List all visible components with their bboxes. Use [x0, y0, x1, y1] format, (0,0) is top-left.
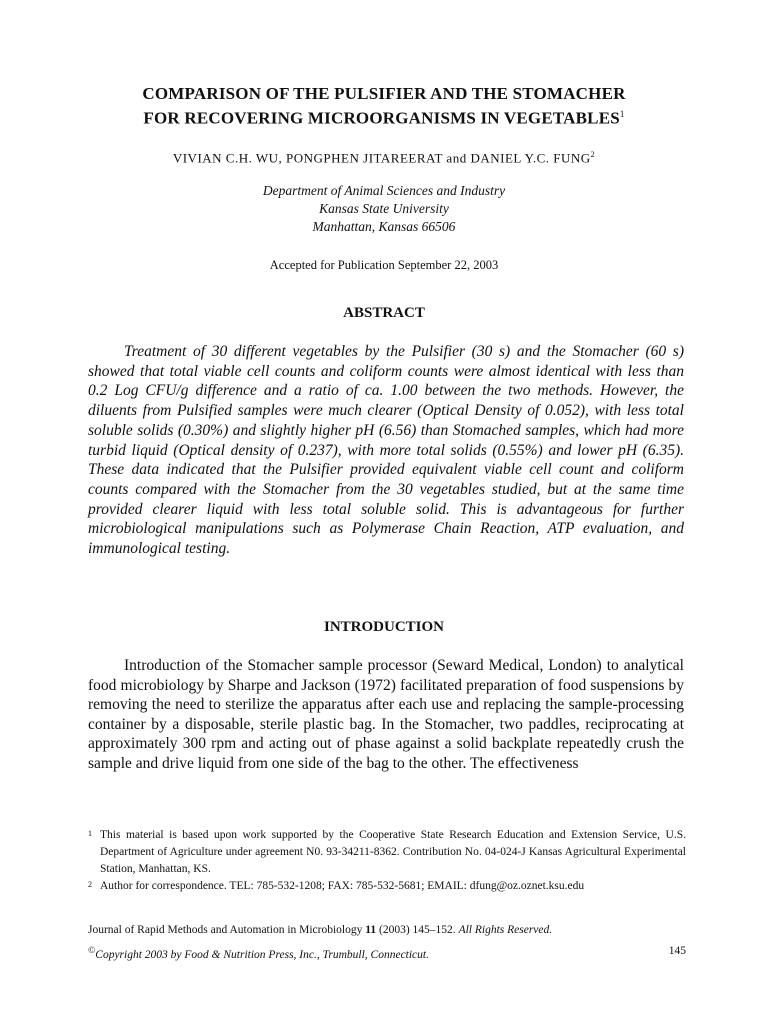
footnotes — [88, 827, 686, 895]
author-footnote-mark: 2 — [590, 150, 596, 159]
copyright-line — [88, 943, 686, 963]
journal-volume: 11 — [365, 924, 377, 936]
affiliation — [60, 182, 708, 236]
journal-rights: All Rights Reserved. — [458, 924, 553, 936]
author-names: VIVIAN C.H. WU, PONGPHEN JITAREERAT and DANIEL Y.C. FUNG — [172, 150, 591, 166]
copyright-text: Copyright 2003 by Food & Nutrition Press, Inc., Trumbull, Connecticut. — [95, 948, 429, 961]
footnote-1-mark: 1 — [88, 829, 92, 838]
footnote-2-text: Author for correspondence. TEL: 785-532-1208; FAX: 785-532-5681; EMAIL: dfung@oz.oznet.ksu.edu — [100, 880, 585, 892]
abstract-body: Treatment of 30 different vegetables by the Pulsifier (30 s) and the Stomacher (60 s) showed that total viable cell counts and coliform counts were almost identical with less than 0.2 Log CFU/g difference and a ratio of ca. 1.00 between the two methods. However, the diluents from Pulsified samples were much clearer (Optical Density of 0.052), with less total soluble solids (0.30%) and slightly higher pH (6.56) than Stomached samples, which had more turbid liquid (Optical density of 0.237), with more total solids (0.55%) and lower pH (6.35). These data indicated that the Pulsifier provided equivalent viable cell count and coliform counts compared with the Stomacher from the 30 vegetables studied, but at the same time provided clearer liquid with less total soluble solid. This is advantageous for further microbiological manipulations such as Polymerase Chain Reaction, ATP evaluation, and immunological testing. — [88, 343, 684, 558]
journal-citation-line — [88, 922, 686, 938]
introduction-body: Introduction of the Stomacher sample processor (Seward Medical, London) to analytical food microbiology by Sharpe and Jackson (1972) facilitated preparation of food suspensions by removing the need to sterilize the apparatus after each use and replacing the sample-processing container by a disposable, sterile plastic bag. In the Stomacher, two paddles, reciprocating at approximately 300 rpm and acting out of phase against a solid backplate repeatedly crush the sample and drive liquid from one side of the bag to the other. The effectiveness — [88, 657, 684, 772]
footnote-1 — [88, 827, 686, 878]
introduction-heading: INTRODUCTION — [323, 619, 444, 635]
affiliation-location: Manhattan, Kansas 66506 — [312, 219, 456, 234]
paper-title — [60, 84, 708, 129]
title-footnote-mark: 1 — [619, 109, 625, 119]
title-line-2 — [60, 104, 708, 129]
footnote-1-text: This material is based upon work supported by the Cooperative State Research Education and Extension Service, U.S. Department of Agriculture under agreement N0. 93-34211-8362. Contribution No. 04-024-J Kansas Agricultural Experimental Station, Manhattan, KS. — [100, 829, 686, 875]
title-line-1: COMPARISON OF THE PULSIFIER AND THE STOMACHER — [142, 84, 626, 103]
footnote-2-mark: 2 — [88, 880, 92, 889]
footnote-2 — [88, 878, 686, 895]
affiliation-department: Department of Animal Sciences and Industry — [262, 183, 506, 198]
journal-footer — [88, 922, 686, 963]
journal-year-pages: (2003) 145–152. — [379, 924, 456, 936]
accepted-date: Accepted for Publication September 22, 2003 — [269, 258, 499, 272]
journal-name: Journal of Rapid Methods and Automation in Microbiology — [88, 924, 363, 936]
title-line-2-text: FOR RECOVERING MICROORGANISMS IN VEGETABLES — [143, 108, 620, 128]
affiliation-university: Kansas State University — [319, 201, 449, 216]
copyright-symbol: © — [88, 945, 96, 956]
author-list — [60, 147, 708, 166]
page-number: 145 — [668, 945, 686, 957]
abstract-heading: ABSTRACT — [343, 305, 425, 321]
